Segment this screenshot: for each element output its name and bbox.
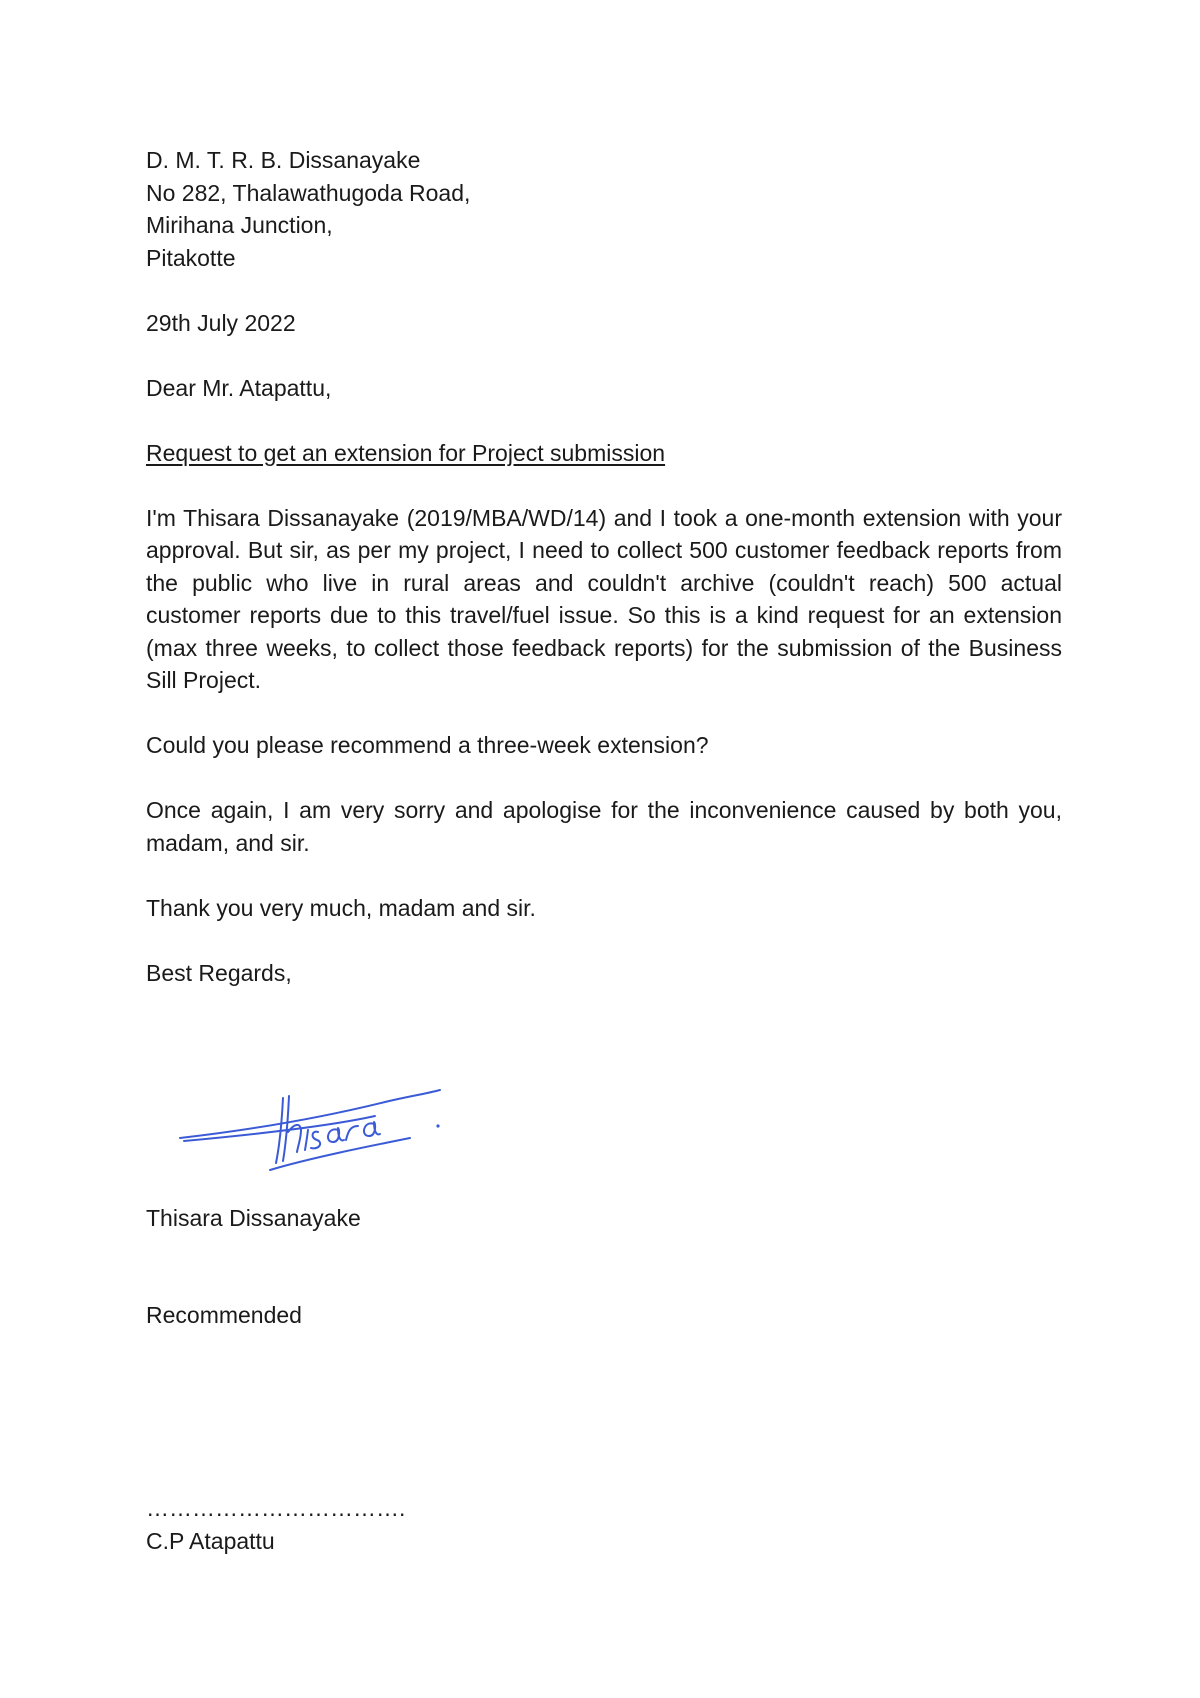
body-paragraph-2: Could you please recommend a three-week extension? <box>146 732 709 758</box>
subject-line: Request to get an extension for Project submission <box>146 439 666 466</box>
body-paragraph-3: Once again, I am very sorry and apologise for the inconvenience caused by both you, madam, and sir. <box>146 797 1062 856</box>
sender-address-line-2: Mirihana Junction, <box>146 212 333 238</box>
letter-body <box>146 144 1062 989</box>
salutation: Dear Mr. Atapattu, <box>146 374 332 401</box>
sender-address-line-3: Pitakotte <box>146 244 236 271</box>
recommender-name: C.P Atapattu <box>146 1528 275 1554</box>
body-paragraph-4: Thank you very much, madam and sir. <box>146 894 536 921</box>
recommended-label: Recommended <box>146 1302 302 1328</box>
handwritten-signature <box>170 1068 470 1178</box>
body-paragraph-1: I'm Thisara Dissanayake (2019/MBA/WD/14) and I took a one-month extension with your approval. But sir, as per my project, I need to collect 500 customer feedback reports from the public who live in rural areas and couldn't archive (couldn't reach) 500 actual customer reports due to this travel/fuel issue. So this is a kind request for an extension (max three weeks, to collect those feedback reports) for the submission of the Business Sill Project. <box>146 504 1062 693</box>
closing: Best Regards, <box>146 959 292 986</box>
sender-name: D. M. T. R. B. Dissanayake <box>146 147 421 173</box>
signer-name: Thisara Dissanayake <box>146 1205 361 1231</box>
letter-date: 29th July 2022 <box>146 309 296 336</box>
recommender-signature-line: ……………………………. <box>146 1495 406 1521</box>
sender-address-line-1: No 282, Thalawathugoda Road, <box>146 179 471 206</box>
